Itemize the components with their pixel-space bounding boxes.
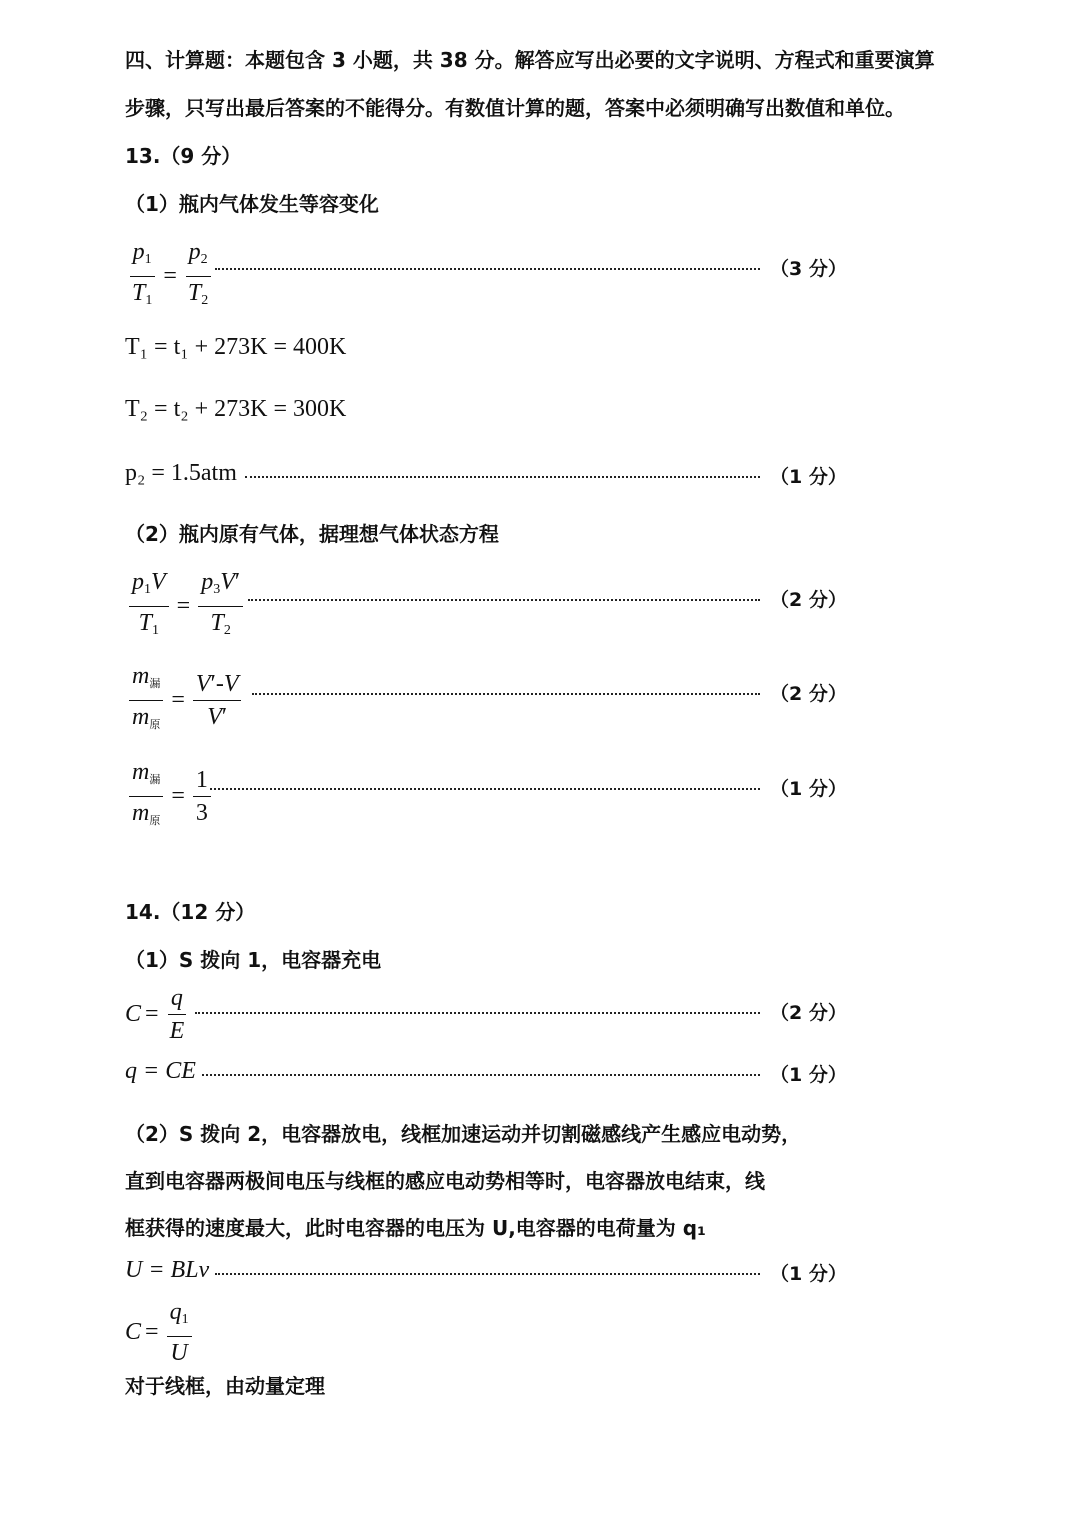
leader-dots [248, 599, 760, 601]
q14-part2-line-2: 直到电容器两极间电压与线框的感应电动势相等时，电容器放电结束，线 [125, 1169, 765, 1193]
leader-dots [245, 476, 760, 478]
q14-eq1-capacitance: C = $\frac{q}{E}$ [125, 985, 185, 1044]
q13-eq4-p2: p₂ = 1.5atm [125, 460, 237, 486]
q13-eq4-score: （1 分） [770, 466, 847, 488]
q14-eq3-score: （1 分） [770, 1263, 847, 1285]
leader-dots [215, 268, 760, 270]
q13-eq5-score: （2 分） [770, 589, 847, 611]
q13-eq3-t2: T₂ = t₂ + 273K = 300K [125, 396, 347, 422]
sub-leak: 漏 [149, 677, 161, 690]
q13-eq7-result: $\frac{m_漏}{m_原}$ = $\frac{1}{3}$ [125, 758, 215, 835]
q14-eq4-capacitance: C = $\frac{q_1}{U}$ [125, 1298, 196, 1367]
q14-eq1-score: （2 分） [770, 1002, 847, 1024]
q14-eq2-score: （1 分） [770, 1064, 847, 1086]
q14-eq3-voltage: U = BLv [125, 1257, 210, 1283]
q13-eq6-score: （2 分） [770, 683, 847, 705]
q13-part1-text: （1）瓶内气体发生等容变化 [125, 192, 379, 216]
q14-title: 14.（12 分） [125, 900, 256, 924]
section-header-line-2: 步骤，只写出最后答案的不能得分。有数值计算的题，答案中必须明确写出数值和单位。 [125, 96, 905, 120]
section-header-line-1: 四、计算题：本题包含 3 小题，共 38 分。解答应写出必要的文字说明、方程式和重要演算 [125, 48, 935, 72]
leader-dots [252, 693, 760, 695]
q14-part1-text: （1）S 拨向 1，电容器充电 [125, 948, 382, 972]
q13-part2-text: （2）瓶内原有气体，据理想气体状态方程 [125, 522, 499, 546]
q13-eq2-t1: T₁ = t₁ + 273K = 400K [125, 334, 347, 360]
q13-eq6-mass-ratio: $\frac{m_漏}{m_原}$ = $\frac{V'-V}{V'}$ [125, 662, 245, 739]
q13-eq5-ideal-gas: $\frac{p_1V}{T_1}$ = $\frac{p_3V'}{T_2}$ [125, 568, 247, 645]
q14-part2-line-3: 框获得的速度最大，此时电容器的电压为 U,电容器的电荷量为 q₁ [125, 1216, 706, 1240]
sub-orig: 原 [149, 718, 161, 731]
q14-momentum-text: 对于线框，由动量定理 [125, 1374, 325, 1398]
leader-dots [202, 1074, 760, 1076]
leader-dots [195, 1012, 760, 1014]
q13-eq7-score: （1 分） [770, 778, 847, 800]
q13-title: 13.（9 分） [125, 144, 242, 168]
q14-part2-line-1: （2）S 拨向 2，电容器放电，线框加速运动并切割磁感线产生感应电动势， [125, 1122, 802, 1146]
leader-dots [210, 788, 760, 790]
q13-eq1-score: （3 分） [770, 258, 847, 280]
leader-dots [215, 1273, 760, 1275]
sub-leak: 漏 [149, 773, 161, 786]
q14-eq2-charge: q = CE [125, 1058, 196, 1084]
q13-eq1-isochoric: $\frac{p_1}{T_1}$ = $\frac{p_2}{T_2}$ [125, 238, 215, 315]
sub-orig: 原 [149, 814, 161, 827]
